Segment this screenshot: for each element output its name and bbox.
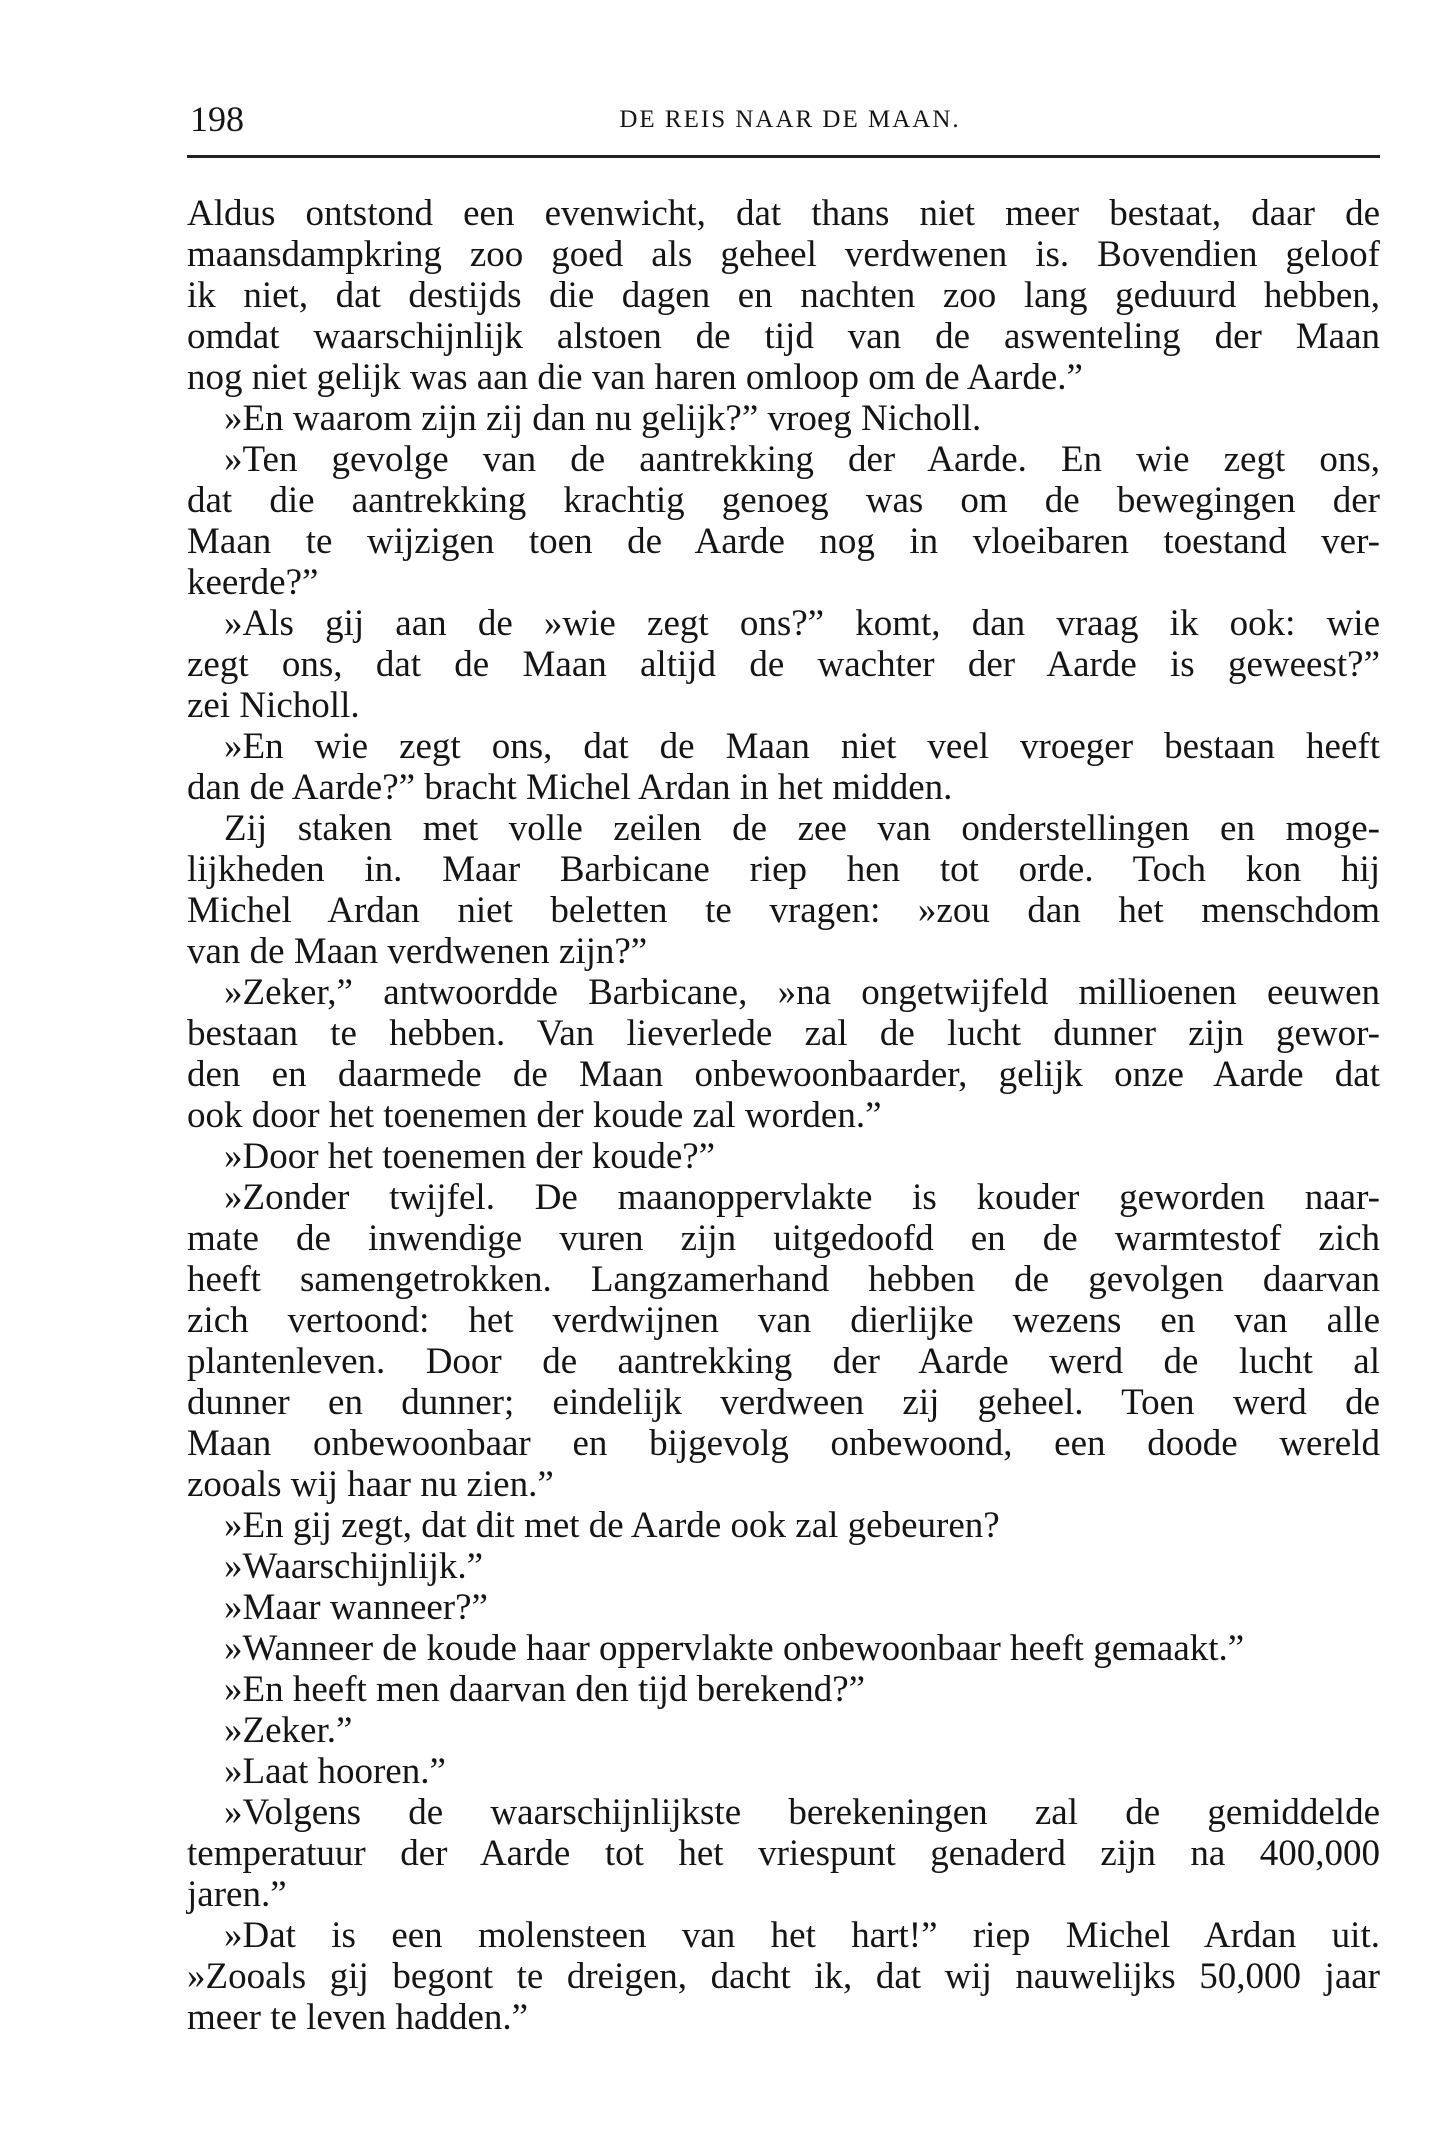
text-line: plantenleven. Door de aantrekking der Aarde werd de lucht al	[187, 1341, 1380, 1382]
text-line: dan de Aarde?” bracht Michel Ardan in het midden.	[187, 767, 953, 808]
paragraph	[187, 1628, 1380, 1669]
text-line: »Door het toenemen der koude?”	[224, 1136, 716, 1177]
text-line: »Als gij aan de »wie zegt ons?” komt, dan vraag ik ook: wie	[224, 603, 1380, 644]
paragraph	[187, 1505, 1380, 1546]
text-line: bestaan te hebben. Van lieverlede zal de lucht dunner zijn gewor-	[187, 1013, 1380, 1054]
paragraph	[187, 1546, 1380, 1587]
text-line: »Zeker.”	[224, 1710, 353, 1751]
header-rule	[187, 155, 1380, 158]
text-line: »Laat hooren.”	[224, 1751, 446, 1792]
text-line: lijkheden in. Maar Barbicane riep hen tot orde. Toch kon hij	[187, 849, 1380, 890]
text-line: keerde?”	[187, 562, 319, 603]
text-line: »Zeker,” antwoordde Barbicane, »na ongetwijfeld millioenen eeuwen	[224, 972, 1380, 1013]
text-line: »Volgens de waarschijnlijkste berekeningen zal de gemiddelde	[224, 1792, 1380, 1833]
text-line: zooals wij haar nu zien.”	[187, 1464, 554, 1505]
text-line: meer te leven hadden.”	[187, 1997, 529, 2038]
text-line: »Zonder twijfel. De maanoppervlakte is kouder geworden naar-	[224, 1177, 1380, 1218]
text-line: zei Nicholl.	[187, 685, 360, 726]
paragraph	[187, 1915, 1380, 2038]
paragraph	[187, 439, 1380, 603]
text-line: van de Maan verdwenen zijn?”	[187, 931, 648, 972]
text-line: »En wie zegt ons, dat de Maan niet veel vroeger bestaan heeft	[224, 726, 1380, 767]
text-line: maansdampkring zoo goed als geheel verdwenen is. Bovendien geloof	[187, 234, 1380, 275]
paragraph	[187, 1710, 1380, 1751]
text-line: »En heeft men daarvan den tijd berekend?”	[224, 1669, 866, 1710]
text-line: dunner en dunner; eindelijk verdween zij geheel. Toen werd de	[187, 1382, 1380, 1423]
text-line: Zij staken met volle zeilen de zee van onderstellingen en moge-	[224, 808, 1380, 849]
paragraph	[187, 1587, 1380, 1628]
page-number: 198	[190, 99, 244, 139]
text-line: »En waarom zijn zij dan nu gelijk?” vroeg Nicholl.	[224, 398, 982, 439]
text-line: dat die aantrekking krachtig genoeg was om de bewegingen der	[187, 480, 1380, 521]
text-line: nog niet gelijk was aan die van haren omloop om de Aarde.”	[187, 357, 1083, 398]
text-line: »En gij zegt, dat dit met de Aarde ook zal gebeuren?	[224, 1505, 1000, 1546]
paragraph	[187, 808, 1380, 972]
paragraph	[187, 398, 1380, 439]
text-line: zich vertoond: het verdwijnen van dierlijke wezens en van alle	[187, 1300, 1380, 1341]
running-title: DE REIS NAAR DE MAAN.	[619, 106, 961, 133]
text-line: »Waarschijnlijk.”	[224, 1546, 484, 1587]
text-line: »Dat is een molensteen van het hart!” riep Michel Ardan uit.	[224, 1915, 1380, 1956]
paragraph	[187, 603, 1380, 726]
body-text	[187, 193, 1380, 2038]
text-line: »Maar wanneer?”	[224, 1587, 488, 1628]
text-line: ook door het toenemen der koude zal worden.”	[187, 1095, 882, 1136]
text-line: temperatuur der Aarde tot het vriespunt genaderd zijn na 400,000	[187, 1833, 1380, 1874]
text-line: Maan te wijzigen toen de Aarde nog in vloeibaren toestand ver-	[187, 521, 1380, 562]
text-line: jaren.”	[187, 1874, 287, 1915]
text-line: Michel Ardan niet beletten te vragen: »zou dan het menschdom	[187, 890, 1380, 931]
text-line: Aldus ontstond een evenwicht, dat thans niet meer bestaat, daar de	[187, 193, 1380, 234]
paragraph	[187, 1669, 1380, 1710]
text-line: »Zooals gij begont te dreigen, dacht ik, dat wij nauwelijks 50,000 jaar	[187, 1956, 1380, 1997]
paragraph	[187, 1177, 1380, 1505]
text-line: »Ten gevolge van de aantrekking der Aarde. En wie zegt ons,	[224, 439, 1380, 480]
paragraph	[187, 726, 1380, 808]
text-line: ik niet, dat destijds die dagen en nachten zoo lang geduurd hebben,	[187, 275, 1380, 316]
text-line: zegt ons, dat de Maan altijd de wachter der Aarde is geweest?”	[187, 644, 1380, 685]
paragraph	[187, 1792, 1380, 1915]
text-line: den en daarmede de Maan onbewoonbaarder, gelijk onze Aarde dat	[187, 1054, 1380, 1095]
text-line: heeft samengetrokken. Langzamerhand hebben de gevolgen daarvan	[187, 1259, 1380, 1300]
paragraph	[187, 1136, 1380, 1177]
text-line: Maan onbewoonbaar en bijgevolg onbewoond, een doode wereld	[187, 1423, 1380, 1464]
paragraph	[187, 972, 1380, 1136]
text-line: »Wanneer de koude haar oppervlakte onbewoonbaar heeft gemaakt.”	[224, 1628, 1245, 1669]
paragraph	[187, 193, 1380, 398]
text-line: mate de inwendige vuren zijn uitgedoofd en de warmtestof zich	[187, 1218, 1380, 1259]
paragraph	[187, 1751, 1380, 1792]
text-line: omdat waarschijnlijk alstoen de tijd van de aswenteling der Maan	[187, 316, 1380, 357]
